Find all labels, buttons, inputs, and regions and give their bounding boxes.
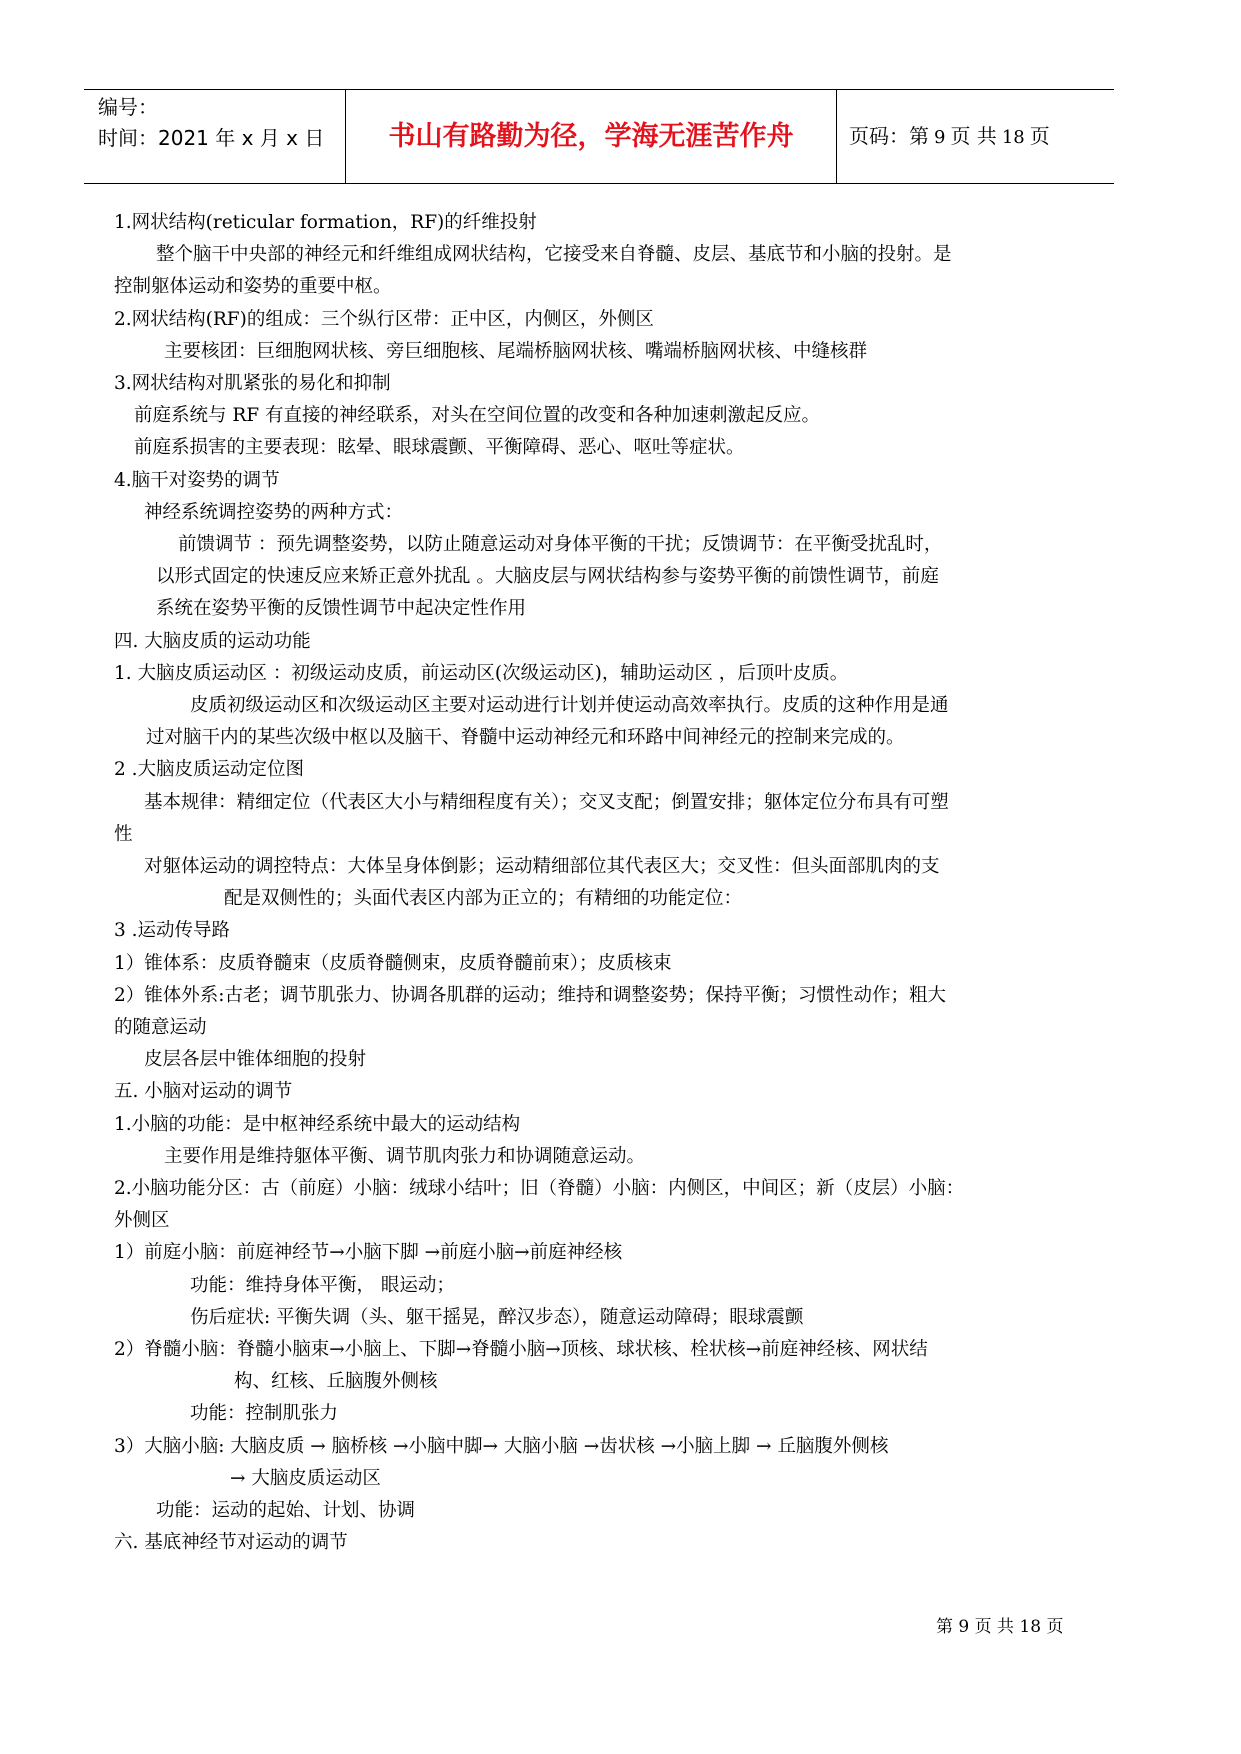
paragraph-line: 功能：运动的起始、计划、协调 bbox=[156, 1500, 416, 1521]
paragraph-line: 整个脑干中央部的神经元和纤维组成网状结构，它接受来自脊髓、皮层、基底节和小脑的投射。是 bbox=[156, 244, 952, 265]
paragraph-line: 性 bbox=[114, 824, 133, 845]
page-total: 18 bbox=[1001, 127, 1025, 148]
chapter-heading: 六. 基底神经节对运动的调节 bbox=[114, 1532, 348, 1553]
paragraph-line: 前庭系统与 RF 有直接的神经联系，对头在空间位置的改变和各种加速刺激起反应。 bbox=[134, 405, 821, 426]
section-heading: 3.网状结构对肌紧张的易化和抑制 bbox=[114, 373, 391, 394]
paragraph-line: → 大脑皮质运动区 bbox=[230, 1468, 381, 1489]
paragraph-line: 伤后症状: 平衡失调（头、躯干摇晃，醉汉步态），随意运动障碍；眼球震颤 bbox=[190, 1307, 804, 1328]
chapter-heading: 四. 大脑皮质的运动功能 bbox=[114, 631, 311, 652]
paragraph-line: 神经系统调控姿势的两种方式： bbox=[144, 502, 404, 523]
section-heading: 1.小脑的功能：是中枢神经系统中最大的运动结构 bbox=[114, 1114, 521, 1135]
paragraph-line: 对躯体运动的调控特点：大体呈身体倒影；运动精细部位其代表区大；交叉性：但头面部肌肉的支 bbox=[144, 856, 940, 877]
section-heading: 3 .运动传导路 bbox=[114, 920, 231, 941]
paragraph-line: 前馈调节 ：预先调整姿势，以防止随意运动对身体平衡的干扰；反馈调节：在平衡受扰乱时， bbox=[178, 534, 943, 555]
section-heading: 2.小脑功能分区：古（前庭）小脑：绒球小结叶；旧（脊髓）小脑：内侧区，中间区；新（皮层）小脑： bbox=[114, 1178, 965, 1199]
paragraph-line: 系统在姿势平衡的反馈性调节中起决定性作用 bbox=[156, 598, 527, 619]
list-item: 3）大脑小脑: 大脑皮质 → 脑桥核 →小脑中脚→ 大脑小脑 →齿状核 →小脑上脚 → 丘脑腹外侧核 bbox=[114, 1436, 889, 1457]
motto: 书山有路勤为径，学海无涯苦作舟 bbox=[346, 90, 837, 183]
header-left-cell bbox=[84, 90, 346, 183]
paragraph-line: 功能：维持身体平衡， 眼运动； bbox=[190, 1275, 455, 1296]
paragraph-line: 配是双侧性的；头面代表区内部为正立的；有精细的功能定位： bbox=[224, 888, 743, 909]
time-label: 时间：2021 年 x 月 x 日 bbox=[98, 126, 325, 150]
paragraph-line: 功能：控制肌张力 bbox=[190, 1403, 339, 1424]
list-item: 2）锥体外系:古老；调节肌张力、协调各肌群的运动；维持和调整姿势；保持平衡；习惯性动作；粗大 bbox=[114, 985, 947, 1006]
paragraph-line: 构、红核、丘脑腹外侧核 bbox=[234, 1371, 438, 1392]
page-footer: 第 9 页 共 18 页 bbox=[936, 1617, 1064, 1637]
page-current: 9 bbox=[934, 127, 946, 148]
paragraph-line: 外侧区 bbox=[114, 1210, 170, 1231]
paragraph-line: 控制躯体运动和姿势的重要中枢。 bbox=[114, 276, 392, 297]
page-header bbox=[84, 89, 1114, 184]
paragraph-line: 皮质初级运动区和次级运动区主要对运动进行计划并使运动高效率执行。皮质的这种作用是通 bbox=[190, 695, 949, 716]
page-mid: 页 共 bbox=[950, 124, 997, 148]
paragraph-line: 过对脑干内的某些次级中枢以及脑干、脊髓中运动神经元和环路中间神经元的控制来完成的。 bbox=[146, 727, 905, 748]
page-prefix: 页码：第 bbox=[849, 124, 929, 148]
list-item: 1）前庭小脑：前庭神经节→小脑下脚 →前庭小脑→前庭神经核 bbox=[114, 1242, 623, 1263]
paragraph-line: 以形式固定的快速反应来矫正意外扰乱 。大脑皮层与网状结构参与姿势平衡的前馈性调节，前庭 bbox=[156, 566, 939, 587]
header-page-info bbox=[837, 90, 1114, 183]
paragraph-line: 基本规律：精细定位（代表区大小与精细程度有关）；交叉支配；倒置安排；躯体定位分布具有可塑 bbox=[144, 792, 949, 813]
paragraph-line: 皮层各层中锥体细胞的投射 bbox=[144, 1049, 367, 1070]
section-heading: 2.网状结构(RF)的组成：三个纵行区带：正中区，内侧区，外侧区 bbox=[114, 309, 654, 330]
paragraph-line: 的随意运动 bbox=[114, 1017, 207, 1038]
number-label: 编号： bbox=[98, 95, 158, 119]
list-item: 2）脊髓小脑：脊髓小脑束→小脑上、下脚→脊髓小脑→顶核、球状核、栓状核→前庭神经核、网状结 bbox=[114, 1339, 928, 1360]
page-suffix: 页 bbox=[1029, 124, 1050, 148]
paragraph-line: 前庭系损害的主要表现：眩晕、眼球震颤、平衡障碍、恶心、呕吐等症状。 bbox=[134, 437, 745, 458]
section-heading: 1.网状结构(reticular formation，RF)的纤维投射 bbox=[114, 212, 537, 233]
section-heading: 4.脑干对姿势的调节 bbox=[114, 470, 280, 491]
paragraph-line: 主要核团：巨细胞网状核、旁巨细胞核、尾端桥脑网状核、嘴端桥脑网状核、中缝核群 bbox=[164, 341, 868, 362]
section-heading: 2 .大脑皮质运动定位图 bbox=[114, 759, 305, 780]
paragraph-line: 主要作用是维持躯体平衡、调节肌肉张力和协调随意运动。 bbox=[164, 1146, 646, 1167]
list-item: 1）锥体系：皮质脊髓束（皮质脊髓侧束，皮质脊髓前束）；皮质核束 bbox=[114, 953, 672, 974]
section-heading: 1. 大脑皮质运动区 ：初级运动皮质，前运动区(次级运动区)，辅助运动区 ，后顶叶皮质。 bbox=[114, 663, 849, 684]
chapter-heading: 五. 小脑对运动的调节 bbox=[114, 1081, 293, 1102]
